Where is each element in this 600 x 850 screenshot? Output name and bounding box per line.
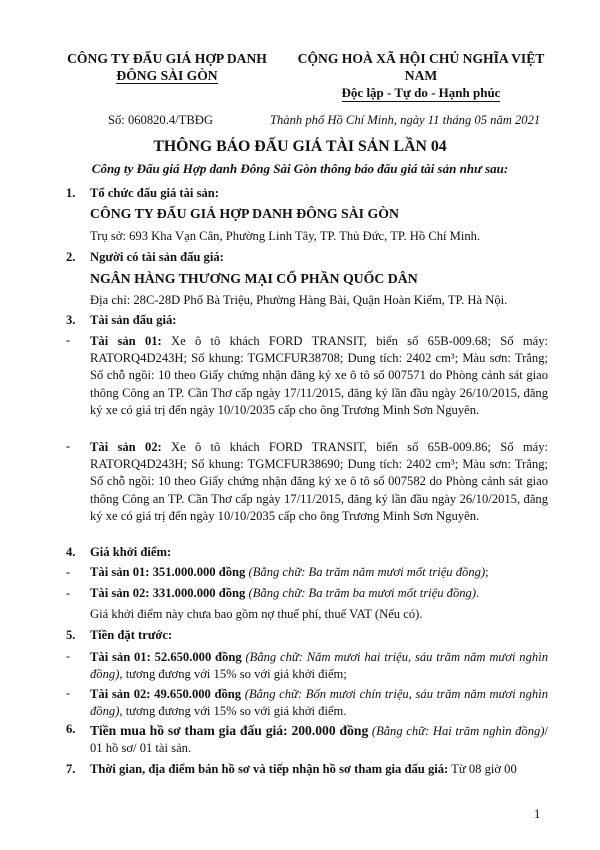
deposit-2 [90, 686, 548, 720]
section-5-heading: Tiền đặt trước: [90, 628, 173, 642]
national-title: CỘNG HOÀ XÃ HỘI CHỦ NGHĨA VIỆT NAM [297, 51, 545, 83]
auction-org-address: Trụ sở: 693 Kha Vạn Cân, Phường Linh Tây, TP. Thủ Đức, TP. Hồ Chí Minh. [90, 229, 481, 243]
asset-1-text: Xe ô tô khách FORD TRANSIT, biển số 65B-009.68; Số máy: RATORQ4D243H; Số khung: TGMCFUR38708; Dung tích: 2402 cm³; Màu sơn: Trắng; Số chỗ ngồi: 10 theo Giấy chứng nhận đăng ký xe ô tô số 007571 do Phòng cảnh sát giao thông Công an TP. Cần Thơ cấp ngày 17/11/2015, đăng ký lần đầu ngày 26/10/2015, đăng ký xe có giá trị đến ngày 10/10/2035 cấp cho ông Trương Minh Sơn Nguyên. [90, 334, 548, 417]
auction-org-name: CÔNG TY ĐẤU GIÁ HỢP DANH ĐÔNG SÀI GÒN [90, 206, 399, 221]
asset-2-label: Tài sản 02: [90, 440, 162, 454]
bullet-dash: - [66, 586, 71, 600]
bullet-dash: - [66, 686, 71, 700]
section-3-heading: Tài sản đấu giá: [90, 313, 177, 327]
section-7-number: 7. [66, 762, 76, 776]
company-name-line1: CÔNG TY ĐẤU GIÁ HỢP DANH [67, 51, 267, 66]
bullet-dash: - [66, 333, 71, 347]
asset-1-label: Tài sản 01: [90, 334, 162, 348]
section-6-heading: Tiền mua hồ sơ tham gia đấu giá: 200.000 đồng [90, 723, 369, 738]
section-1-number: 1. [66, 186, 76, 200]
section-3-number: 3. [66, 313, 76, 327]
document-subtitle: Công ty Đấu giá Hợp danh Đông Sài Gòn thông báo đấu giá tài sản như sau: [91, 161, 509, 176]
punctuation: ; [485, 565, 489, 579]
bullet-dash: - [66, 565, 71, 579]
company-header [52, 50, 282, 84]
starting-price-1-amount: Tài sản 01: 351.000.000 đồng [90, 565, 246, 579]
section-7-body [90, 762, 548, 777]
deposit-2-words: (Bằng chữ: Bốn mươi chín triệu, sáu trăm năm mươi nghìn đồng) [90, 687, 548, 719]
starting-price-2-amount: Tài sản 02: 331.000.000 đồng [90, 586, 246, 600]
deposit-1-end: , tương đương với 15% so với giá khởi điểm; [119, 667, 347, 682]
deposit-2-end: , tương đương với 15% so với giá khởi điểm. [119, 704, 347, 719]
document-title: THÔNG BÁO ĐẤU GIÁ TÀI SẢN LẦN 04 [153, 138, 447, 155]
asset-owner-address: Địa chỉ: 28C-28D Phố Bà Triệu, Phường Hàng Bài, Quận Hoàn Kiếm, TP. Hà Nội. [90, 293, 508, 307]
bullet-dash: - [66, 649, 71, 663]
section-6-body [90, 722, 548, 757]
page-number: 1 [534, 807, 541, 821]
national-header [282, 50, 560, 102]
section-6-words: (Bằng chữ: Hai trăm nghìn đồng) [368, 724, 545, 738]
asset-2-description [90, 439, 548, 525]
deposit-2-amount: Tài sản 02: 49.650.000 đồng [90, 687, 242, 701]
asset-1-description [90, 333, 548, 419]
section-1-heading: Tổ chức đấu giá tài sản: [90, 186, 219, 200]
section-2-heading: Người có tài sản đấu giá: [90, 250, 224, 264]
starting-price-1-words: (Bằng chữ: Ba trăm năm mươi mốt triệu đồng) [245, 565, 486, 579]
starting-price-2-words: (Bằng chữ: Ba trăm ba mươi mốt triệu đồng) [245, 586, 477, 600]
reference-number: Số: 060820.4/TBĐG [108, 113, 213, 127]
deposit-1-words: (Bằng chữ: Năm mươi hai triệu, sáu trăm năm mươi nghìn đồng) [90, 650, 548, 682]
asset-2-text: Xe ô tô khách FORD TRANSIT, biển số 65B-009.86; Số máy: RATORQ4D243H; Số khung: TGMCFUR38690; Dung tích: 2402 cm³; Màu sơn: Trắng; Số chỗ ngồi: 10 theo Giấy chứng nhận đăng ký xe ô tô số 007582 do Phòng cảnh sát giao thông Công an TP. Cần Thơ cấp ngày 17/11/2015, đăng ký lần đầu ngày 26/10/2015, đăng ký xe có giá trị đến ngày 10/10/2035 cấp cho ông Trương Minh Sơn Nguyên. [90, 440, 548, 523]
deposit-1 [90, 649, 548, 683]
section-4-number: 4. [66, 545, 76, 559]
section-7-text: Từ 08 giờ 00 [448, 762, 517, 776]
deposit-1-amount: Tài sản 01: 52.650.000 đồng [90, 650, 242, 664]
section-4-heading: Giá khởi điểm: [90, 545, 172, 559]
section-6-number: 6. [66, 722, 76, 736]
company-name-line2: ĐÔNG SÀI GÒN [116, 68, 218, 83]
national-motto: Độc lập - Tự do - Hạnh phúc [341, 85, 501, 100]
section-5-number: 5. [66, 628, 76, 642]
punctuation: . [476, 586, 480, 600]
section-2-number: 2. [66, 250, 76, 264]
starting-price-1 [90, 565, 548, 580]
place-date: Thành phố Hồ Chí Minh, ngày 11 tháng 05 năm 2021 [270, 113, 541, 127]
starting-price-2 [90, 586, 548, 601]
section-6-end: / 01 hồ sơ/ 01 tài sản. [90, 724, 548, 756]
section-7-heading: Thời gian, địa điểm bán hồ sơ và tiếp nhận hồ sơ tham gia đấu giá: [90, 762, 449, 776]
bullet-dash: - [66, 439, 71, 453]
starting-price-note: Giá khởi điểm này chưa bao gồm nợ thuế phí, thuế VAT (Nếu có). [90, 607, 423, 621]
asset-owner-name: NGÂN HÀNG THƯƠNG MẠI CỔ PHẦN QUỐC DÂN [90, 271, 418, 286]
